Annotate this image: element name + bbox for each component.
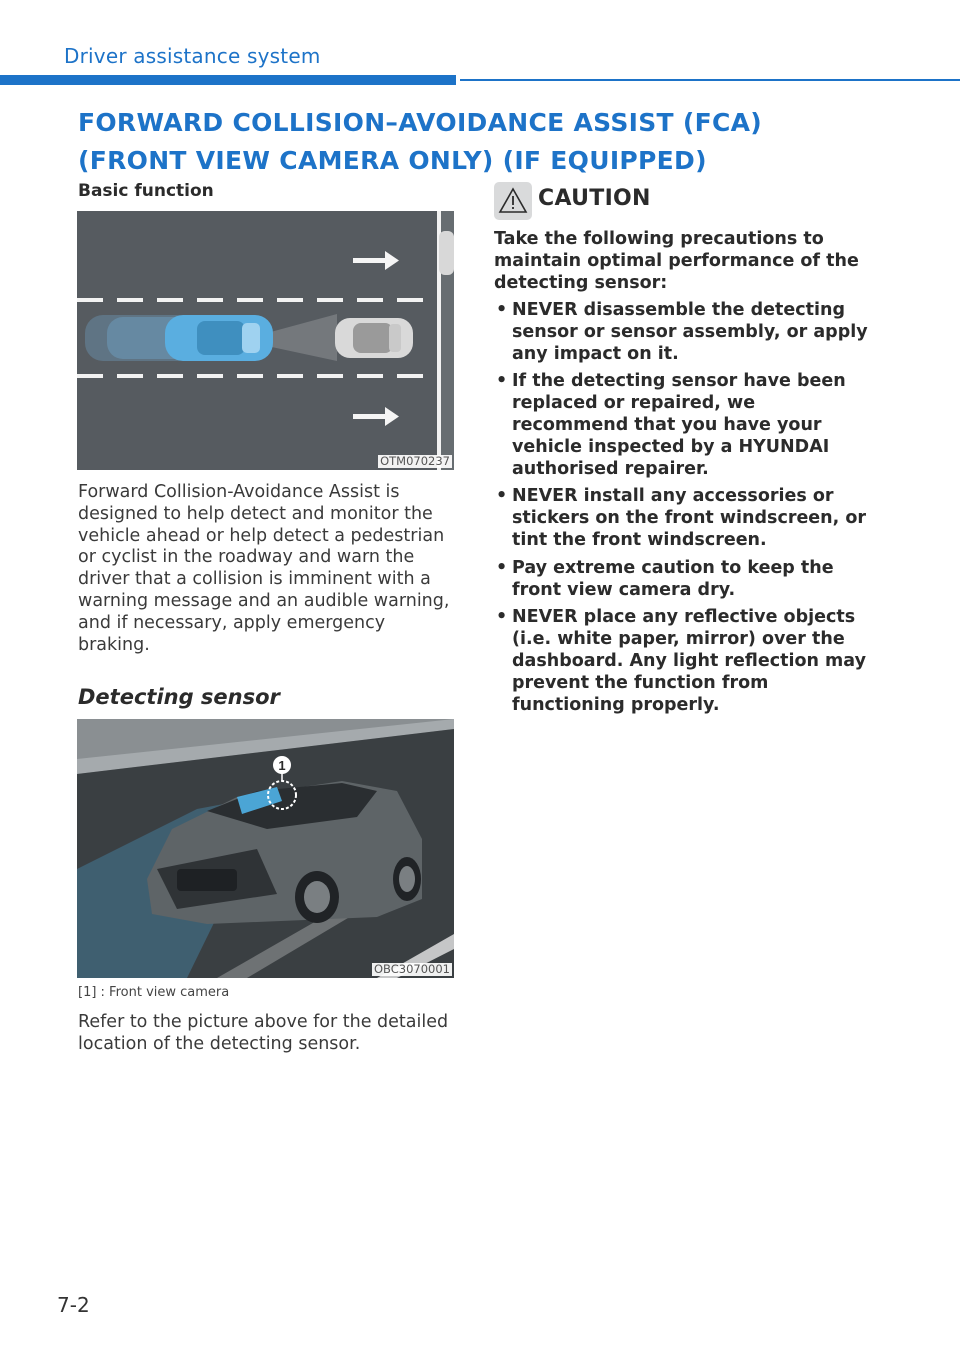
bullet: • bbox=[496, 486, 508, 507]
fca-road-illustration bbox=[77, 211, 454, 470]
road-scene bbox=[77, 211, 454, 470]
section-header: Driver assistance system bbox=[64, 44, 321, 68]
caution-item bbox=[494, 300, 874, 365]
host-vehicle bbox=[165, 315, 273, 361]
caution-item-text: NEVER place any reflective objects (i.e. white paper, mirror) over the dashboard. Any light reflection may prevent the function from functioning properly. bbox=[512, 607, 866, 715]
caution-item-text: If the detecting sensor have been replaced or repaired, we recommend that you have your vehicle inspected by a HYUNDAI authorised repairer. bbox=[512, 371, 846, 479]
detecting-sensor-illustration bbox=[77, 719, 454, 978]
caution-list bbox=[494, 300, 874, 722]
caution-title: CAUTION bbox=[538, 186, 651, 211]
header-rule-thick bbox=[0, 75, 456, 85]
caution-item bbox=[494, 371, 874, 480]
page-title-line-2: (FRONT VIEW CAMERA ONLY) (IF EQUIPPED) bbox=[78, 146, 707, 175]
callout-number: 1 bbox=[278, 758, 286, 773]
lead-vehicle bbox=[335, 318, 413, 358]
caution-item-text: NEVER disassemble the detecting sensor or sensor assembly, or apply any impact on it. bbox=[512, 300, 868, 364]
page-title bbox=[78, 104, 938, 180]
figure-code: OBC3070001 bbox=[374, 962, 450, 976]
caution-item bbox=[494, 558, 874, 602]
basic-function-heading: Basic function bbox=[78, 181, 214, 201]
caution-item bbox=[494, 486, 874, 551]
page-title-line-1: FORWARD COLLISION–AVOIDANCE ASSIST (FCA) bbox=[78, 108, 763, 137]
detecting-sensor-heading: Detecting sensor bbox=[78, 685, 280, 709]
bullet: • bbox=[496, 300, 508, 320]
basic-function-description: Forward Collision-Avoidance Assist is designed to help detect and monitor the vehicle ahead or help detect a pedestrian or cyclist in the roadway and warn the driver that a collision is imminent with a warning message and an audible warning, and if necessary, apply emergency braking. bbox=[78, 482, 450, 655]
header-rule-thin bbox=[460, 79, 960, 81]
caution-item-text: Pay extreme caution to keep the front view camera dry. bbox=[512, 557, 834, 600]
warning-triangle-icon bbox=[494, 182, 532, 220]
caution-item-text: NEVER install any accessories or stickers on the front windscreen, or tint the front windscreen. bbox=[512, 486, 867, 550]
bullet: • bbox=[496, 607, 508, 628]
caution-item bbox=[494, 607, 874, 716]
figure-code: OTM070237 bbox=[380, 454, 450, 468]
figure-legend: [1] : Front view camera bbox=[78, 985, 230, 1000]
caution-header bbox=[494, 182, 694, 222]
bullet: • bbox=[496, 371, 508, 392]
caution-intro: Take the following precautions to maintain optimal performance of the detecting sensor: bbox=[494, 229, 859, 293]
car-scene bbox=[77, 719, 454, 978]
detecting-sensor-description: Refer to the picture above for the detailed location of the detecting sensor. bbox=[78, 1012, 449, 1054]
page-number: 7-2 bbox=[57, 1293, 90, 1317]
bullet: • bbox=[496, 557, 508, 578]
